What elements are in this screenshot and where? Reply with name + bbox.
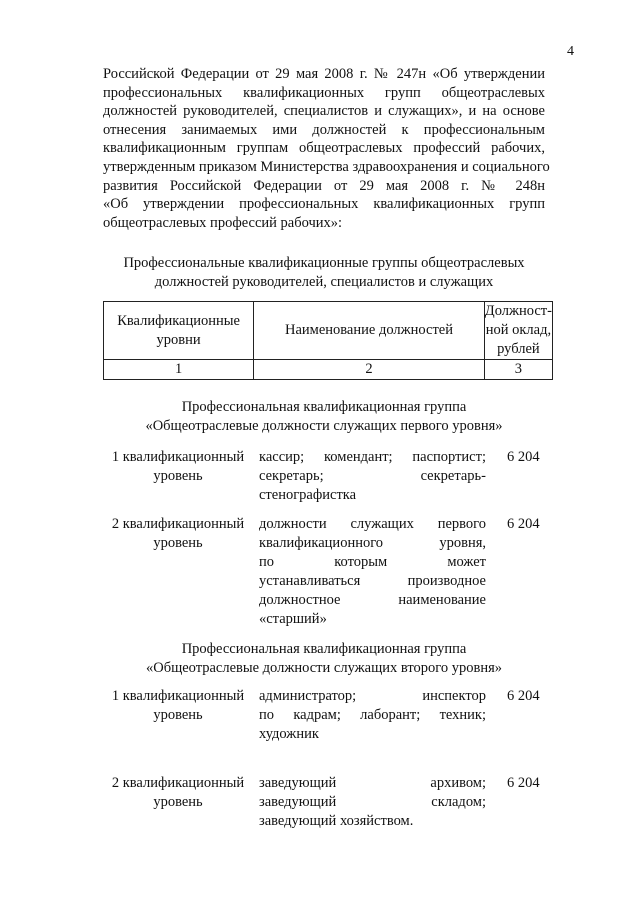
header-levels: Квалификационные уровни xyxy=(104,302,254,360)
position-list: должности служащих первого квалификационного уровня, по которым может устанавливаться производное должностное наименование «старший» xyxy=(259,516,486,627)
level-label: 2 квалификационный уровень xyxy=(111,516,245,551)
intro-line: отнесения занимаемых ими должностей к профессиональным xyxy=(103,121,545,138)
main-heading-line: должностей руководителей, специалистов и служащих xyxy=(154,274,494,290)
group1-title: Профессиональная квалификационная группа «Общеотраслевые должности служащих первого уровня» xyxy=(145,399,503,434)
intro-line: должностей руководителей, специалистов и служащих», и на основе xyxy=(103,103,545,120)
header-num-2: 2 xyxy=(254,360,485,380)
salary-value: 6 204 xyxy=(507,516,540,532)
level-label: 1 квалификационный уровень xyxy=(111,449,245,484)
intro-line: общеотраслевых профессий рабочих»: xyxy=(103,214,343,231)
position-list: кассир; комендант; паспортист; секретарь; секретарь- стенографистка xyxy=(259,449,486,503)
level-label: 2 квалификационный уровень xyxy=(111,775,245,810)
intro-line: «Об утверждении профессиональных квалификационных групп xyxy=(103,196,545,213)
header-salary: Должност- ной оклад, рублей xyxy=(484,302,552,360)
header-num-3: 3 xyxy=(484,360,552,380)
salary-value: 6 204 xyxy=(507,775,540,791)
intro-paragraph xyxy=(103,65,550,232)
intro-line: квалификационным группам общеотраслевых профессий рабочих, xyxy=(103,140,545,157)
header-num-1: 1 xyxy=(104,360,254,380)
intro-line: Российской Федерации от 29 мая 2008 г. № 247н «Об утверждении xyxy=(103,66,545,82)
header-positions: Наименование должностей xyxy=(254,302,485,360)
group2-title: Профессиональная квалификационная группа «Общеотраслевые должности служащих второго уровня» xyxy=(145,641,503,676)
salary-value: 6 204 xyxy=(507,688,540,704)
level-label: 1 квалификационный уровень xyxy=(111,688,245,723)
main-heading-line: Профессиональные квалификационные группы общеотраслевых xyxy=(123,255,525,271)
intro-line: развития Российской Федерации от 29 мая 2008 г. № 248н xyxy=(103,177,545,194)
page-number: 4 xyxy=(567,44,574,59)
position-list: заведующий архивом; заведующий складом; заведующий хозяйством. xyxy=(259,775,486,829)
table-header xyxy=(103,301,553,380)
intro-line: утвержденным приказом Министерства здравоохранения и социального xyxy=(103,158,550,175)
salary-value: 6 204 xyxy=(507,449,540,465)
intro-line: профессиональных квалификационных групп общеотраслевых xyxy=(103,84,545,101)
position-list: администратор; инспектор по кадрам; лаборант; техник; художник xyxy=(259,688,486,742)
main-heading xyxy=(103,254,545,292)
